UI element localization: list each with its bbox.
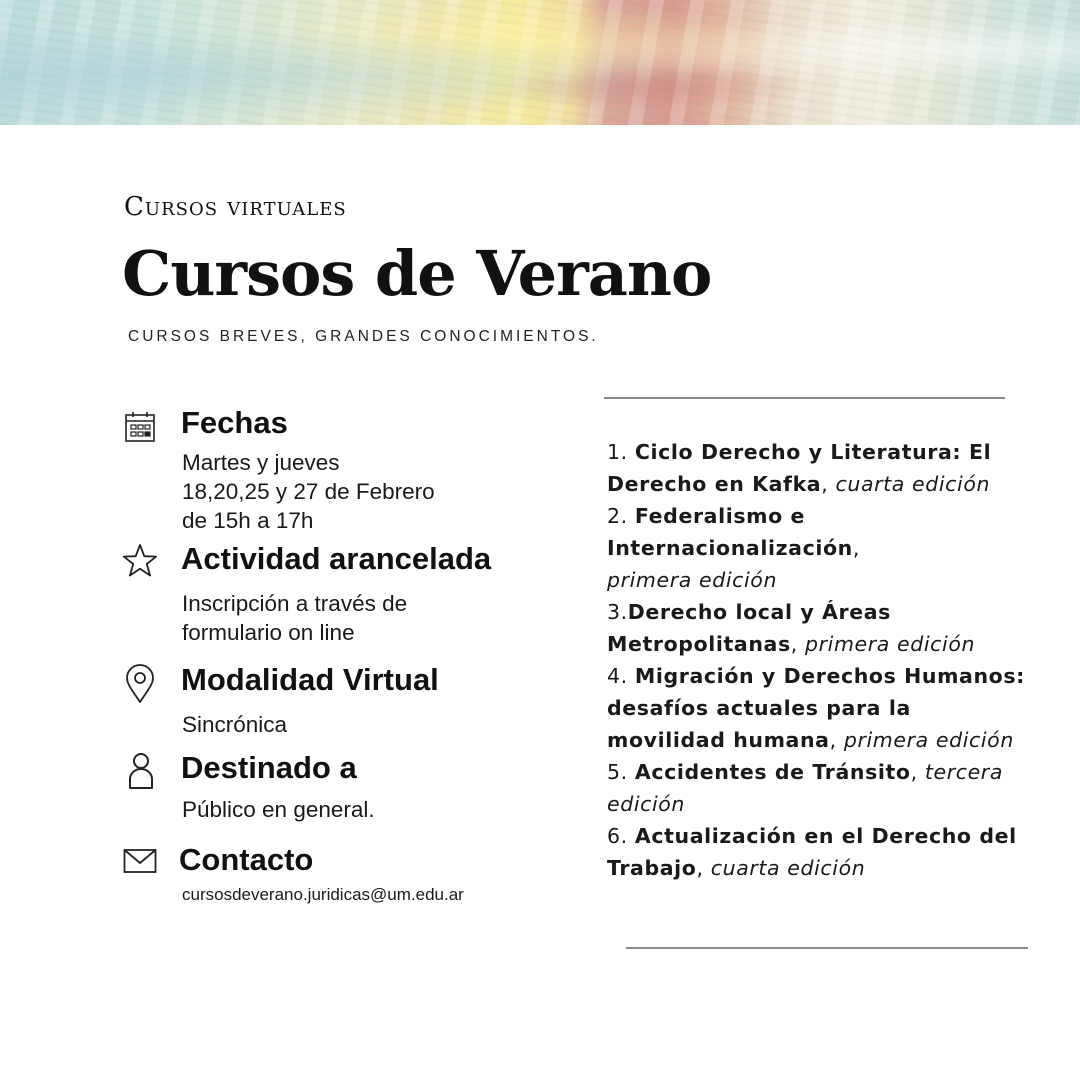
envelope-icon xyxy=(123,848,157,874)
course-number: 1. xyxy=(607,440,635,464)
course-separator: , xyxy=(821,472,836,496)
destinado-title: Destinado a xyxy=(181,750,357,785)
header-painting-banner xyxy=(0,0,1080,125)
course-number: 2. xyxy=(607,504,635,528)
contacto-title: Contacto xyxy=(179,842,314,877)
course-list xyxy=(607,436,1037,884)
course-edition: cuarta edición xyxy=(710,856,866,880)
fechas-title: Fechas xyxy=(181,405,288,440)
location-pin-icon xyxy=(124,664,156,704)
list-item xyxy=(607,756,1037,820)
arancel-line2: formulario on line xyxy=(182,620,355,645)
course-number: 6. xyxy=(607,824,635,848)
course-edition: tercera edición xyxy=(607,760,1003,816)
destinado-line1: Público en general. xyxy=(182,797,375,822)
tagline: CURSOS BREVES, GRANDES CONOCIMIENTOS. xyxy=(128,328,599,345)
course-name: Federalismo e Internacionalización xyxy=(607,504,853,560)
list-item xyxy=(607,500,1037,596)
list-item xyxy=(607,436,1037,500)
bottom-divider xyxy=(626,947,1028,949)
list-item xyxy=(607,596,1037,660)
course-edition: cuarta edición xyxy=(835,472,991,496)
modalidad-line1: Sincrónica xyxy=(182,712,288,737)
modalidad-title: Modalidad Virtual xyxy=(181,662,439,697)
course-number: 3. xyxy=(607,600,628,624)
arancel-line1: Inscripción a través de xyxy=(182,591,408,616)
fechas-dates: 18,20,25 y 27 de Febrero xyxy=(182,479,435,504)
course-name: Derecho local y Áreas Metropolitanas xyxy=(607,600,891,656)
kicker-label: Cursos virtuales xyxy=(124,192,347,222)
course-name: Accidentes de Tránsito xyxy=(634,760,911,784)
course-separator: , xyxy=(852,536,860,560)
arancel-title: Actividad arancelada xyxy=(181,541,492,576)
calendar-icon xyxy=(123,410,157,444)
top-divider xyxy=(604,397,1005,399)
fechas-days: Martes y jueves xyxy=(182,450,340,475)
contact-email-link[interactable]: cursosdeverano.juridicas@um.edu.ar xyxy=(182,885,464,904)
star-icon xyxy=(122,543,158,579)
course-number: 4. xyxy=(607,664,635,688)
course-separator: , xyxy=(910,760,925,784)
list-item xyxy=(607,820,1037,884)
course-number: 5. xyxy=(607,760,635,784)
course-separator: , xyxy=(790,632,806,656)
course-separator: , xyxy=(829,728,844,752)
course-name: Ciclo Derecho y Literatura: El Derecho en Kafka xyxy=(607,440,992,496)
person-icon xyxy=(128,752,154,790)
course-edition: primera edición xyxy=(805,632,976,656)
course-edition: primera edición xyxy=(843,728,1014,752)
fechas-hours: de 15h a 17h xyxy=(182,508,314,533)
page-title: Cursos de Verano xyxy=(122,237,712,310)
course-edition: primera edición xyxy=(607,568,778,592)
list-item xyxy=(607,660,1037,756)
course-name: Migración y Derechos Humanos: desafíos actuales para la movilidad humana xyxy=(607,664,1025,752)
course-separator: , xyxy=(696,856,711,880)
course-name: Actualización en el Derecho del Trabajo xyxy=(607,824,1017,880)
